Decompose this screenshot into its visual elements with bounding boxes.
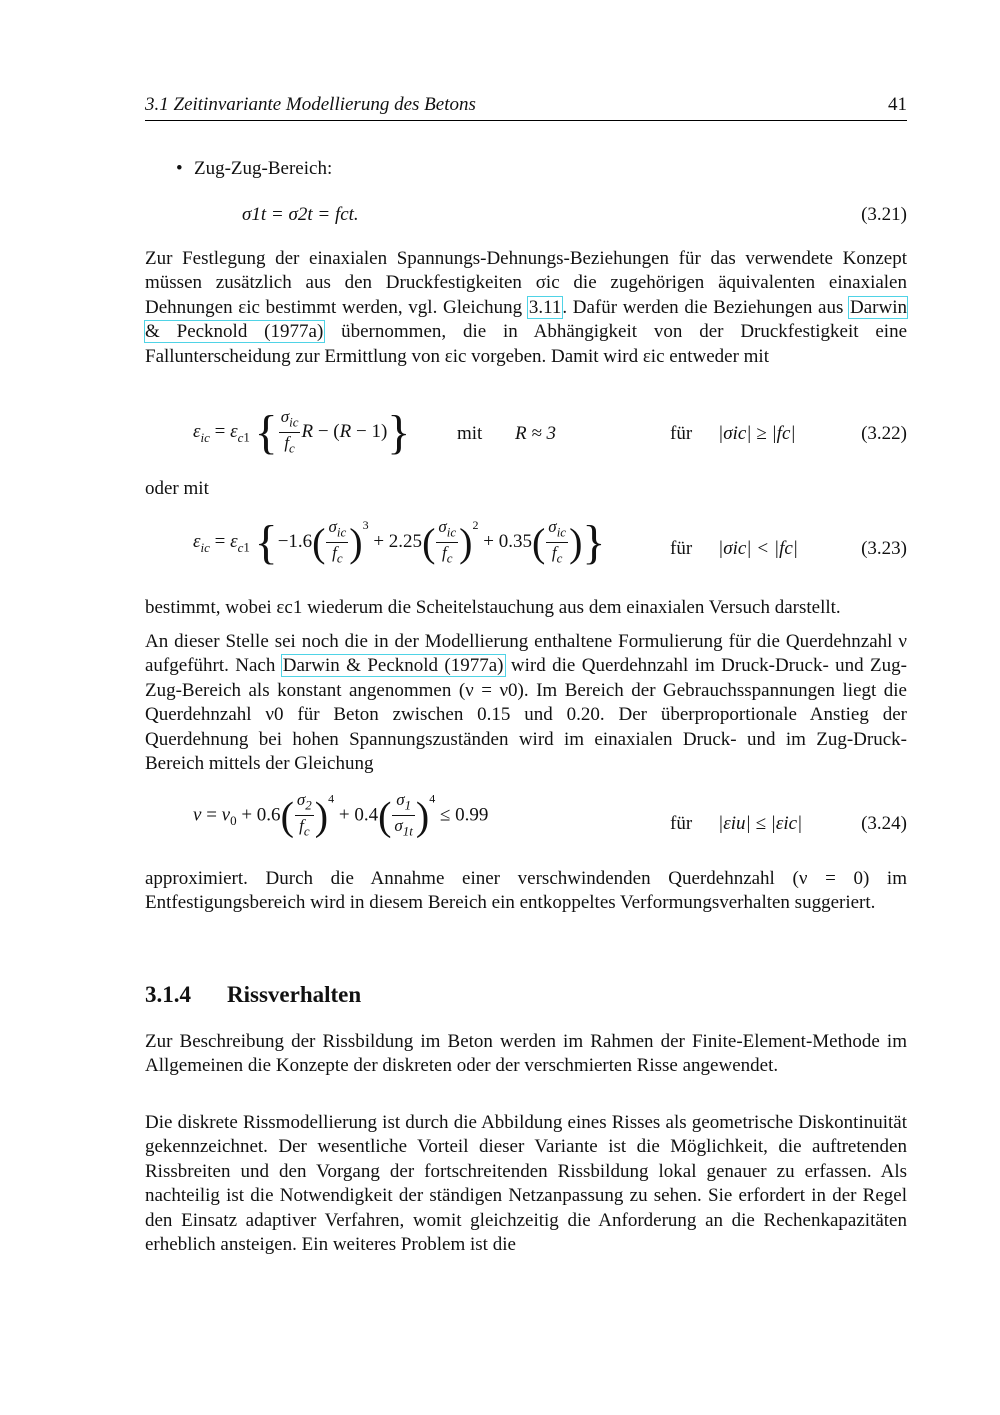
- para1-text-a: Zur Festlegung der einaxialen Spannungs-Dehnungs-Beziehungen für das verwendete Konzept müssen zusätzlich aus den Druckfestigkeiten σic die zugehörigen äquivalenten einaxialen Dehnungen εic bestimmt werden, vgl. Gleichung: [145, 248, 907, 318]
- paragraph-2: bestimmt, wobei εc1 wiederum die Scheitelstauchung aus dem einaxialen Versuch darstellt.: [145, 597, 841, 618]
- equation-body: $\varepsilon_{ic} = \varepsilon_{c1}$ { $\frac{\sigma_{ic}}{f_c}$ R − (R − 1)}: [193, 406, 411, 459]
- section-heading: [145, 982, 361, 1008]
- eq323-fuer: für: [670, 538, 693, 559]
- bullet-dot: •: [176, 158, 183, 179]
- section-number: 3.1.4: [145, 982, 191, 1007]
- equation-number: (3.21): [861, 204, 907, 225]
- eq322-fuer: für: [670, 423, 693, 444]
- paragraph-5: Zur Beschreibung der Rissbildung im Beton werden im Rahmen der Finite-Element-Methode im Allgemeinen die Konzepte der diskreten oder der verschmierten Risse angewendet.: [145, 1031, 907, 1077]
- equation-number: (3.23): [861, 538, 907, 559]
- oder-mit: oder mit: [145, 478, 209, 499]
- para3-text-b: wird die Querdehnzahl im Druck-Druck- und Zug-Zug-Bereich als konstant angenommen (ν = ν0). Im Bereich der Gebrauchsspannungen liegt die Querdehnzahl ν0 für Beton zwischen 0.15 und 0.20. Der überproportionale Anstieg der Querdehnung bei hohen Spannungszuständen wird im einaxialen Druck- und im Zug-Druck-Bereich mittels der Gleichung: [145, 655, 907, 775]
- ref-eq-3-11[interactable]: 3.11: [528, 296, 562, 318]
- header-title: 3.1 Zeitinvariante Modellierung des Betons: [145, 94, 476, 115]
- equation-body: σ1t = σ2t = fct.: [242, 204, 359, 225]
- equation-body: $\nu = \nu_0 + 0.6$( $\frac{\sigma_2}{f_c}$ )$^4$ + 0.4( $\frac{\sigma_1}{\sigma_{1t}}$ )$^4$ ≤ 0.99: [193, 790, 489, 839]
- ref-darwin-pecknold[interactable]: Darwin & Pecknold (1977a): [145, 296, 908, 343]
- eq324-condition: |εiu| ≤ |εic|: [718, 813, 803, 834]
- equation-number: (3.24): [861, 813, 907, 834]
- bullet-zug-zug: [176, 158, 332, 180]
- equation-number: (3.22): [861, 423, 907, 444]
- ref-darwin-pecknold-2[interactable]: Darwin & Pecknold (1977a): [282, 655, 504, 677]
- eq322-r-condition: R ≈ 3: [515, 423, 557, 444]
- eq322-condition: |σic| ≥ |fc|: [718, 423, 796, 444]
- paragraph-4: approximiert. Durch die Annahme einer verschwindenden Querdehnzahl (ν = 0) im Entfestigungsbereich wird in diesem Bereich ein entkoppeltes Verformungsverhalten suggeriert.: [145, 868, 907, 914]
- equation-3-24: [145, 790, 907, 860]
- equation-3-23: [145, 515, 907, 585]
- equation-3-22: [145, 405, 907, 465]
- paragraph-3: [145, 630, 907, 776]
- eq322-mit: mit: [457, 423, 483, 444]
- para1-text-c: übernommen, die in Abhängigkeit von der Druckfestigkeit eine Fallunterscheidung zur Ermittlung von εic vorgeben. Damit wird εic entweder mit: [145, 321, 908, 367]
- eq324-fuer: für: [670, 813, 693, 834]
- bullet-label: Zug-Zug-Bereich:: [194, 158, 333, 179]
- section-title: Rissverhalten: [227, 982, 362, 1007]
- page-number: 41: [888, 94, 907, 115]
- paragraph-1: [145, 247, 907, 369]
- para1-text-b: . Dafür werden die Beziehungen aus: [562, 296, 850, 318]
- running-header: [145, 92, 907, 121]
- equation-body: $\varepsilon_{ic} = \varepsilon_{c1}$ {−1.6( $\frac{\sigma_{ic}}{f_c}$ )$^3$ + 2.25( $\frac{\sigma_{ic}}{f_c}$ )$^2$ + 0.35( $\frac{\sigma_{ic}}{f_c}$ )}: [193, 516, 606, 569]
- paragraph-6: Die diskrete Rissmodellierung ist durch die Abbildung eines Risses als geometrische Diskontinuität gekennzeichnet. Der wesentliche Vorteil dieser Variante ist die Möglichkeit, die auftretenden Rissbreiten und den Vorgang der fortschreitenden Rissbildung lokal genauer zu erfassen. Als nachteilig ist die Notwendigkeit der ständigen Netzanpassung zu sehen. Sie erfordert in der Regel den Einsatz adaptiver Verfahren, womit gleichzeitig die Anforderung an die Rechenkapazitäten erheblich ansteigen. Ein weiteres Problem ist die: [145, 1112, 907, 1256]
- eq323-condition: |σic| < |fc|: [718, 538, 799, 559]
- para3-text-a: An dieser Stelle sei noch die in der Modellierung enthaltene Formulierung für die Querdehnzahl ν aufgeführt. Nach: [145, 631, 907, 677]
